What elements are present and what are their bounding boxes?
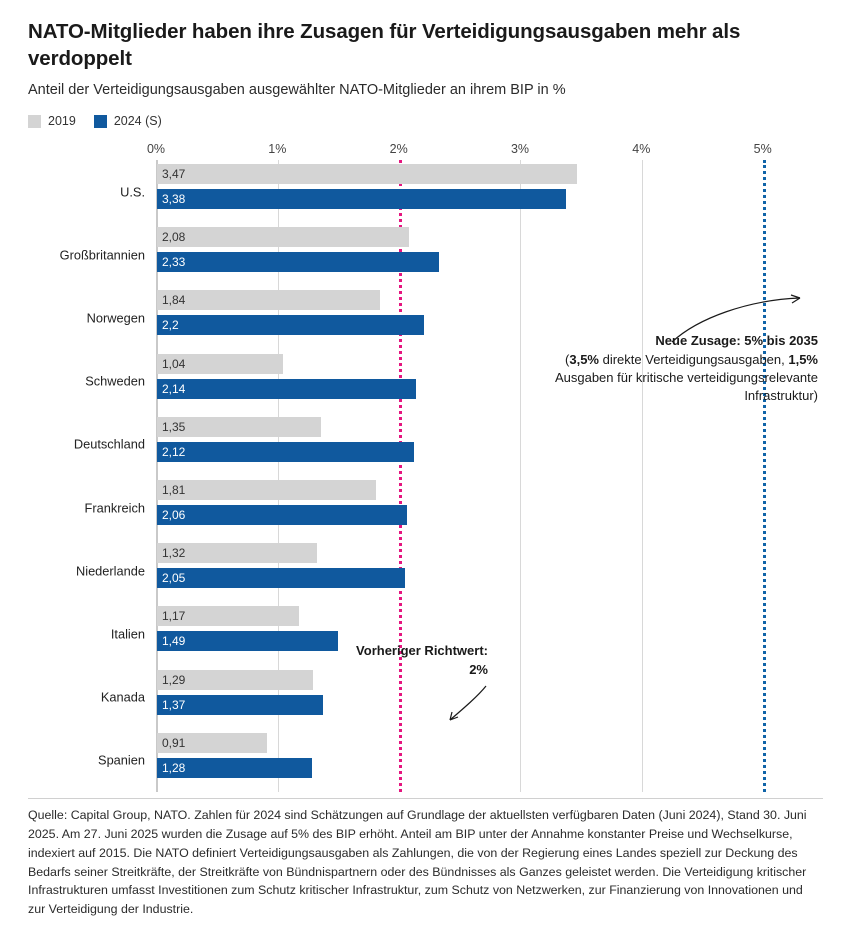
bar-2024 <box>157 252 439 272</box>
bar-group <box>75 539 793 602</box>
bar-2024 <box>157 758 312 778</box>
annotation-new-pledge-line2 <box>498 351 818 369</box>
category-label: Italien <box>110 626 145 642</box>
bar-2019 <box>157 733 267 753</box>
bar-value-label: 2,12 <box>162 444 186 459</box>
bar-chart <box>28 142 821 802</box>
bar-value-label: 1,37 <box>162 697 186 712</box>
annotation-previous-benchmark <box>328 642 488 679</box>
bar-2019 <box>157 354 283 374</box>
bar-value-label: 1,35 <box>162 419 186 434</box>
bar-value-label: 3,47 <box>162 167 186 182</box>
bar-value-label: 0,91 <box>162 735 186 750</box>
bar-2024 <box>157 442 414 462</box>
bar-value-label: 1,32 <box>162 546 186 561</box>
chart-subtitle: Anteil der Verteidigungsausgaben ausgewählter NATO-Mitglieder an ihrem BIP in % <box>28 82 566 99</box>
chart-legend <box>28 114 821 128</box>
annotation-value-35: 3,5% <box>569 351 599 367</box>
bar-value-label: 2,08 <box>162 230 186 245</box>
category-label: Großbritannien <box>59 247 145 263</box>
category-label: Kanada <box>100 689 145 705</box>
plot-area <box>59 160 793 792</box>
bar-2019 <box>157 227 409 247</box>
bar-value-label: 3,38 <box>162 192 186 207</box>
legend-swatch-2019 <box>28 115 41 128</box>
bar-value-label: 1,29 <box>162 672 186 687</box>
category-label: Frankreich <box>84 500 145 516</box>
legend-label-2024: 2024 (S) <box>113 114 162 129</box>
annotation-previous-line2: 2% <box>469 661 488 677</box>
bar-value-label: 2,06 <box>162 508 186 523</box>
bar-2019 <box>157 417 321 437</box>
bar-2024 <box>157 315 424 335</box>
bar-value-label: 1,17 <box>162 609 186 624</box>
bar-value-label: 2,33 <box>162 255 186 270</box>
legend-swatch-2024 <box>94 115 107 128</box>
bar-value-label: 1,81 <box>162 483 186 498</box>
page-title: NATO-Mitglieder haben ihre Zusagen für Verteidigungsausgaben mehr als verdoppelt <box>28 20 741 71</box>
bar-value-label: 1,49 <box>162 634 186 649</box>
category-label: Schweden <box>85 373 145 389</box>
bar-value-label: 2,14 <box>162 381 186 396</box>
bar-2024 <box>157 568 405 588</box>
bar-value-label: 2,05 <box>162 571 186 586</box>
legend-item-2019 <box>28 114 76 128</box>
category-label: Niederlande <box>75 563 145 579</box>
bar-group <box>73 413 793 476</box>
x-axis-tick-2: 2% <box>389 142 408 157</box>
bar-2024 <box>157 695 323 715</box>
footnote-divider <box>28 798 823 799</box>
bar-value-label: 2,2 <box>162 318 179 333</box>
bar-group <box>59 223 793 286</box>
x-axis-tick-labels <box>146 142 793 160</box>
bar-group <box>84 476 793 539</box>
bar-2019 <box>157 606 299 626</box>
bar-2024 <box>157 189 566 209</box>
annotation-text-direct: direkte Verteidigungsausgaben, <box>599 351 789 367</box>
annotation-new-pledge-line4: Infrastruktur) <box>744 388 818 404</box>
bar-2019 <box>157 164 577 184</box>
x-axis-tick-4: 4% <box>632 142 651 157</box>
bar-value-label: 1,84 <box>162 293 186 308</box>
bar-value-label: 1,04 <box>162 356 186 371</box>
bar-2024 <box>157 505 407 525</box>
annotation-new-pledge-line1: Neue Zusage: 5% bis 2035 <box>655 333 818 349</box>
annotation-value-15: 1,5% <box>788 351 818 367</box>
bar-2019 <box>157 480 376 500</box>
x-axis-tick-0: 0% <box>146 142 166 157</box>
bar-2024 <box>157 631 338 651</box>
category-label: Norwegen <box>86 310 145 326</box>
bar-2019 <box>157 290 380 310</box>
footnote: Quelle: Capital Group, NATO. Zahlen für 2024 sind Schätzungen auf Grundlage der aktuellsten verfügbaren Daten (Juni 2024), Stand 30. Juni 2025. Am 27. Juni 2025 wurden die Zusage auf 5% des BIP erhöht. Anteil am BIP unter der Annahme konstanter Preise und Wechselkurse, indexiert auf 2015. Die NATO definiert Verteidigungsausgaben als Zahlungen, die von der Regierung eines Landes speziell zur Deckung des Bedarfs seiner Streitkräfte, der Streitkräfte von Bündnispartnern oder des Bündnisses als Ganzes geleistet werden. Die Verteidigung kritischer Infrastrukturen umfasst Investitionen zum Schutz kritischer Infrastruktur, zum Schutz von Netzwerken, zur Finanzierung von Innovationen und zur Verteidigung der Industrie. <box>28 808 807 917</box>
bar-2019 <box>157 543 317 563</box>
annotation-paren-open: ( <box>565 351 570 367</box>
annotation-new-pledge <box>498 332 818 406</box>
category-label: Spanien <box>98 752 145 768</box>
bar-2024 <box>157 379 416 399</box>
category-label: Deutschland <box>73 436 145 452</box>
legend-label-2019: 2019 <box>48 114 76 129</box>
legend-item-2024 <box>94 114 162 128</box>
x-axis-tick-1: 1% <box>268 142 287 157</box>
bar-group <box>120 160 793 223</box>
bar-2019 <box>157 670 313 690</box>
x-axis-tick-5: 5% <box>753 142 772 157</box>
annotation-new-pledge-line3: Ausgaben für kritische verteidigungsrelevante <box>554 370 818 385</box>
annotation-previous-line1: Vorheriger Richtwert: <box>356 643 488 659</box>
bar-value-label: 1,28 <box>162 760 186 775</box>
category-label: U.S. <box>120 184 145 200</box>
x-axis-tick-3: 3% <box>510 142 530 157</box>
bar-group <box>98 729 793 792</box>
